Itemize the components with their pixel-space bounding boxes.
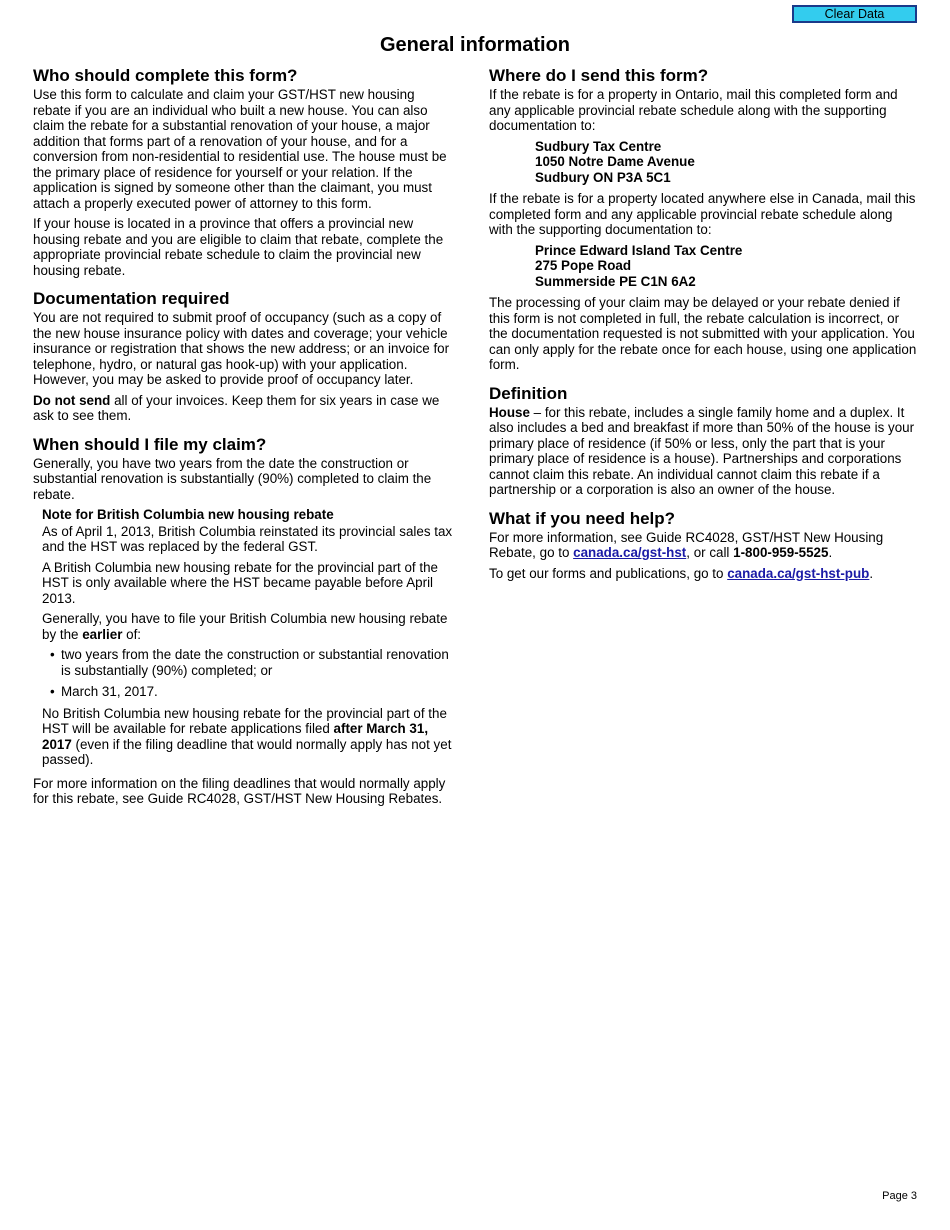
where-heading: Where do I send this form? xyxy=(489,66,709,85)
bc-note-p4-a: No British Columbia new housing rebate for the provincial part of the HST will be available for rebate applications filed xyxy=(42,705,447,736)
help-p1-a: For more information, see Guide RC4028, GST/HST New Housing Rebate, go to xyxy=(489,529,884,560)
bullet-dot-icon: • xyxy=(50,647,55,662)
when-paragraph-1: Generally, you have two years from the date the construction or substantial renovation is substantially (90%) completed to claim the rebate. xyxy=(33,455,432,502)
address-line: 1050 Notre Dame Avenue xyxy=(535,154,695,169)
pei-address xyxy=(489,243,919,290)
address-line: Sudbury Tax Centre xyxy=(535,138,662,154)
address-line: Prince Edward Island Tax Centre xyxy=(535,242,743,258)
bc-note-p3-b: of: xyxy=(122,626,142,642)
bc-note-paragraph-1: As of April 1, 2013, British Columbia reinstated its provincial sales tax and the HST was replaced by the federal GST. xyxy=(42,523,453,554)
address-line: Sudbury ON P3A 5C1 xyxy=(535,169,671,185)
who-paragraph-1: Use this form to calculate and claim your GST/HST new housing rebate if you are an individual who built a new house. You can also claim the rebate for a substantial renovation of your house, a major addition that forms part of a renovation of your house, and for a conversion from non-residential to residential use. The house must be the primary place of residence for yourself or your relation. If the application is signed by someone other than the claimant, you must attach a properly executed power of attorney to this form. xyxy=(33,87,447,211)
gst-hst-link[interactable]: canada.ca/gst-hst xyxy=(573,545,687,560)
bullet-dot-icon: • xyxy=(50,684,55,699)
where-section xyxy=(489,66,919,373)
bc-note xyxy=(33,507,453,768)
who-heading: Who should complete this form? xyxy=(33,66,298,85)
definition-term: House xyxy=(489,404,530,420)
help-p1-c: . xyxy=(828,545,833,560)
definition-heading: Definition xyxy=(489,383,568,403)
address-line: Summerside PE C1N 6A2 xyxy=(535,273,696,289)
docs-section xyxy=(33,289,453,424)
who-section xyxy=(33,66,453,278)
bc-note-p4-b: (even if the filing deadline that would normally apply has not yet passed). xyxy=(42,736,452,767)
when-section xyxy=(33,435,453,807)
bc-note-paragraph-4 xyxy=(42,706,453,768)
definition-section xyxy=(489,384,919,498)
help-p2-b: . xyxy=(869,565,874,581)
bc-note-p3-a: Generally, you have to file your British Columbia new housing rebate by the xyxy=(42,611,448,642)
docs-heading: Documentation required xyxy=(33,289,230,308)
bullet-item-2 xyxy=(42,684,453,700)
help-p2-a: To get our forms and publications, go to xyxy=(489,565,728,581)
bc-note-paragraph-3 xyxy=(42,611,453,642)
where-paragraph-1: If the rebate is for a property in Ontario, mail this completed form and any applicable provincial rebate schedule along with the supporting documentation to: xyxy=(489,87,898,133)
docs-paragraph-2-rest: all of your invoices. Keep them for six years in case we ask to see them. xyxy=(33,392,440,423)
gst-hst-pub-link[interactable]: canada.ca/gst-hst-pub xyxy=(727,565,870,581)
when-paragraph-last: For more information on the filing deadlines that would normally apply for this rebate, see Guide RC4028, GST/HST New Housing Rebates. xyxy=(33,775,446,806)
bc-note-p3-bold: earlier xyxy=(82,626,123,642)
address-line: 275 Pope Road xyxy=(535,258,631,273)
sudbury-address xyxy=(489,139,919,186)
do-not-send-text: Do not send xyxy=(33,392,111,408)
who-paragraph-2: If your house is located in a province that offers a provincial new housing rebate and you are eligible to claim that rebate, complete the appropriate provincial rebate schedule to claim the provincial new housing rebate. xyxy=(33,216,444,278)
page-number: Page 3 xyxy=(882,1190,917,1202)
docs-paragraph-1: You are not required to submit proof of occupancy (such as a copy of the new house insurance policy with dates and coverage; your vehicle insurance or registration that shows the new address; or an invoice for telephone, hydro, or natural gas hook-up) with your application. However, you may be asked to provide proof of occupancy later. xyxy=(33,310,450,387)
bc-note-title: Note for British Columbia new housing rebate xyxy=(42,507,334,522)
help-heading: What if you need help? xyxy=(489,508,676,528)
bc-note-p4-bold: after March 31, 2017 xyxy=(42,721,429,752)
docs-paragraph-2 xyxy=(33,393,453,424)
where-paragraph-3: The processing of your claim may be delayed or your rebate denied if this form is not completed in full, the rebate calculation is incorrect, or the documentation requested is not submitted with your application. You can only apply for the rebate once for each house, using one application form. xyxy=(489,295,917,372)
help-section xyxy=(489,509,919,582)
bc-note-paragraph-2: A British Columbia new housing rebate for the provincial part of the HST is only available where the HST became payable before April 2013. xyxy=(42,559,438,606)
help-paragraph-1 xyxy=(489,530,919,561)
left-column xyxy=(33,66,453,818)
clear-data-button[interactable]: Clear Data xyxy=(792,5,917,23)
when-heading: When should I file my claim? xyxy=(33,434,267,454)
help-p1-b: , or call xyxy=(686,545,734,560)
right-column xyxy=(489,66,919,592)
bullet-1-text: two years from the date the construction or substantial renovation is substantially (90%) completed; or xyxy=(61,647,449,678)
where-paragraph-2: If the rebate is for a property located anywhere else in Canada, mail this completed form and any applicable provincial rebate schedule along with the supporting documentation to: xyxy=(489,191,916,237)
help-paragraph-2 xyxy=(489,566,919,582)
phone-number: 1-800-959-5525 xyxy=(733,545,829,560)
bullet-2-text: March 31, 2017. xyxy=(61,684,158,699)
definition-paragraph xyxy=(489,405,919,498)
bullet-item-1 xyxy=(42,647,453,678)
definition-text: – for this rebate, includes a single family home and a duplex. It also includes a bed and breakfast if more than 50% of the house is your primary place of residence (if 50% or less, only the part that is your primary place of residence is a house). Partnerships and corporations cannot claim this rebate. An individual cannot claim this rebate if a partnership or a corporation is also an owner of the house. xyxy=(489,404,915,497)
page-title: General information xyxy=(379,34,571,56)
